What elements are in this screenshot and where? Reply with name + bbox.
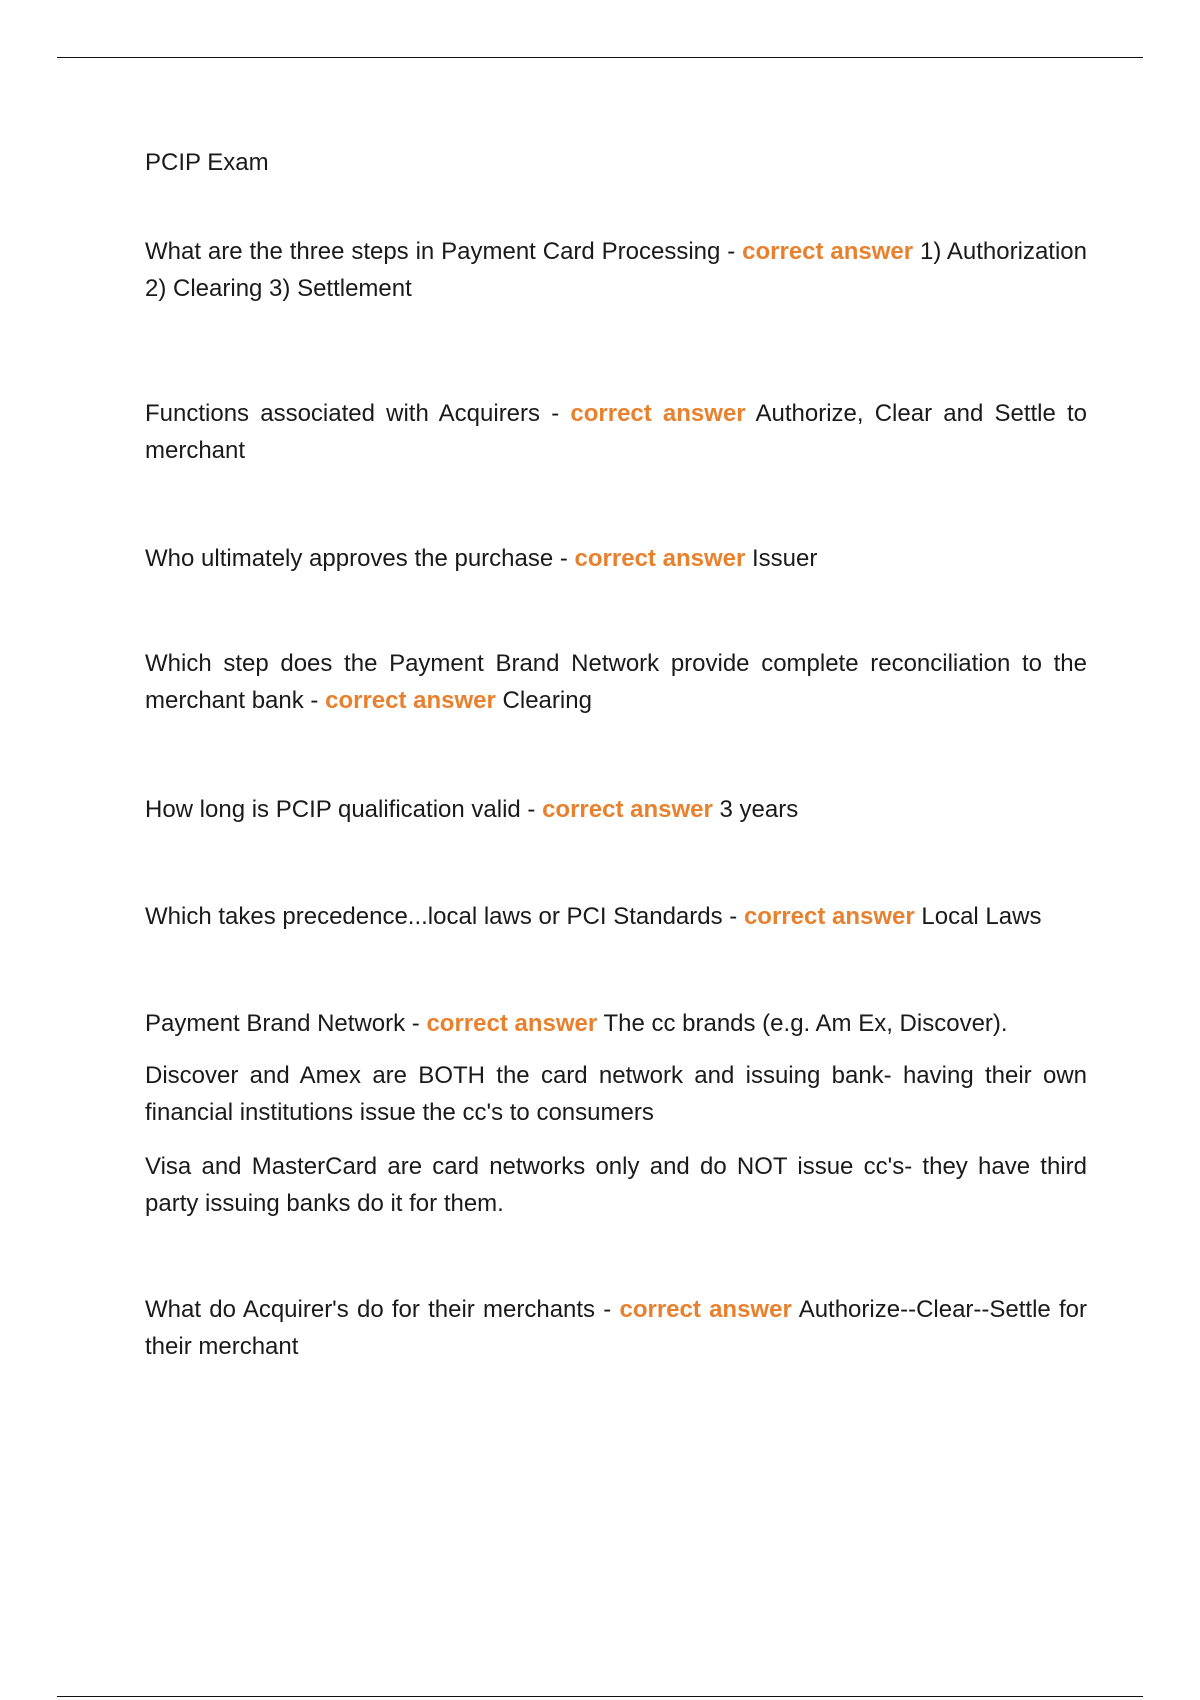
answer-label: correct answer xyxy=(743,903,915,930)
answer-text: Authorize--Clear--Settle for their merchant xyxy=(145,1296,1087,1360)
answer-label: correct answer xyxy=(542,796,713,823)
answer-text: 3 years xyxy=(719,796,799,823)
answer-label: correct answer xyxy=(742,238,914,265)
answer-label: correct answer xyxy=(426,1010,598,1037)
question-text: Functions associated with Acquirers xyxy=(145,400,541,427)
question-text: What do Acquirer's do for their merchants xyxy=(145,1296,596,1323)
answer-note: Discover and Amex are BOTH the card network and issuing bank- having their own financial institutions issue the cc's to consumers xyxy=(145,1062,1087,1126)
answer-note: Visa and MasterCard are card networks only and do NOT issue cc's- they have third party issuing banks do it for them. xyxy=(145,1153,1087,1217)
qa-item: Functions associated with Acquirers - correct answer Authorize, Clear and Settle to merchant xyxy=(145,400,1088,464)
answer-text: Authorize, Clear and Settle to merchant xyxy=(145,400,1088,464)
qa-item: How long is PCIP qualification valid - correct answer 3 years xyxy=(145,796,799,823)
question-text: What are the three steps in Payment Card Processing xyxy=(145,238,721,265)
question-text: Who ultimately approves the purchase xyxy=(145,545,554,572)
qa-item: What are the three steps in Payment Card Processing - correct answer 1) Authorization 2) Clearing 3) Settlement xyxy=(145,238,1087,302)
question-text: How long is PCIP qualification valid xyxy=(145,796,521,823)
question-text: Payment Brand Network xyxy=(145,1010,406,1037)
qa-item: Which takes precedence...local laws or PCI Standards - correct answer Local Laws xyxy=(145,903,1042,930)
answer-text: Issuer xyxy=(751,545,818,572)
question-text: Which takes precedence...local laws or PCI Standards xyxy=(145,903,723,930)
document-title: PCIP Exam xyxy=(145,149,269,176)
question-text: Which step does the Payment Brand Network provide complete reconciliation to the merchant bank xyxy=(145,650,1087,714)
answer-label: correct answer xyxy=(570,400,746,427)
answer-label: correct answer xyxy=(574,545,746,572)
answer-label: correct answer xyxy=(325,687,496,714)
qa-item: Who ultimately approves the purchase - correct answer Issuer xyxy=(145,545,818,572)
qa-item: What do Acquirer's do for their merchants - correct answer Authorize--Clear--Settle for their merchant xyxy=(145,1296,1087,1360)
answer-text: Clearing xyxy=(502,687,592,714)
answer-text: The cc brands (e.g. Am Ex, Discover). xyxy=(603,1010,1008,1037)
qa-item: Payment Brand Network - correct answer The cc brands (e.g. Am Ex, Discover). xyxy=(145,1010,1008,1037)
answer-label: correct answer xyxy=(619,1296,792,1323)
answer-text: 1) Authorization 2) Clearing 3) Settlement xyxy=(145,238,1087,302)
answer-text: Local Laws xyxy=(921,903,1042,930)
footer-rule xyxy=(57,1696,1143,1697)
header-rule xyxy=(57,57,1143,58)
qa-item: Which step does the Payment Brand Network provide complete reconciliation to the merchant bank - correct answer Clearing xyxy=(145,650,1087,714)
